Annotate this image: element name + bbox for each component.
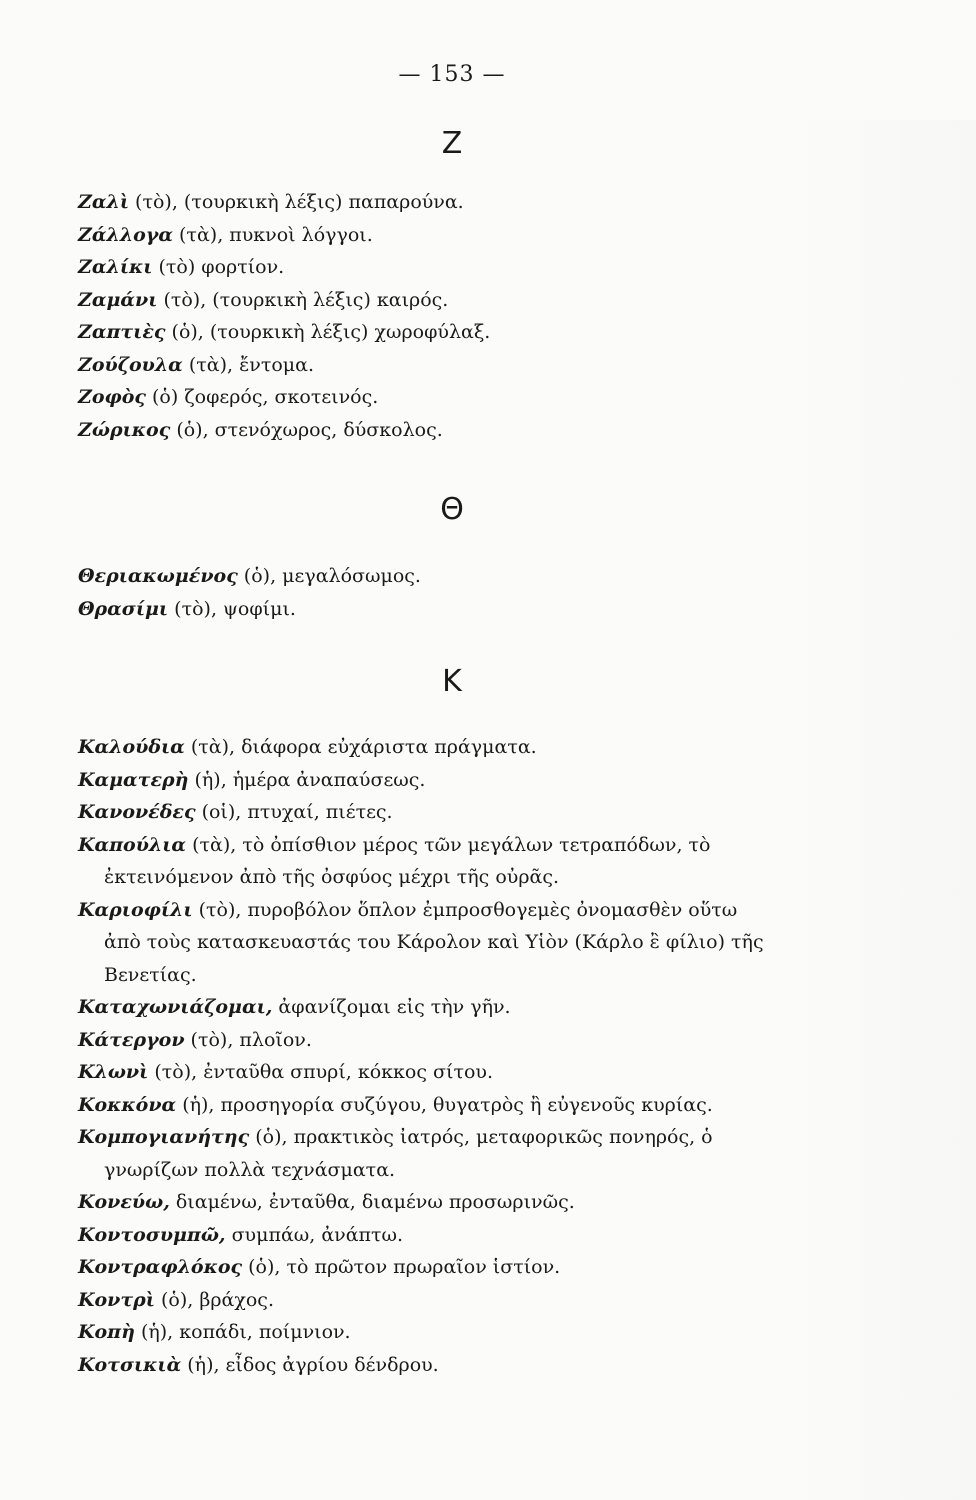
entry-headword: Κάτεργον bbox=[78, 1028, 185, 1051]
dictionary-entry bbox=[78, 1251, 848, 1284]
entry-definition: (τὰ), διάφορα εὐχάριστα πράγματα. bbox=[184, 736, 537, 758]
entry-headword: Ζαλίκι bbox=[78, 256, 153, 278]
entry-headword: Ζώρικος bbox=[78, 418, 171, 441]
dictionary-entry bbox=[78, 796, 848, 829]
dictionary-entry bbox=[78, 991, 848, 1024]
entry-headword: Ζαπτιὲς bbox=[78, 321, 166, 343]
entry-headword: Κοπὴ bbox=[78, 1321, 135, 1343]
entry-definition: (τὸ), (τουρκικὴ λέξις) παπαρούνα. bbox=[129, 191, 464, 213]
entry-definition: διαμένω, ἐνταῦθα, διαμένω προσωρινῶς. bbox=[169, 1191, 575, 1213]
dictionary-entry bbox=[78, 731, 848, 764]
entry-headword: Κοτσικιὰ bbox=[78, 1353, 182, 1376]
dictionary-entry bbox=[78, 1284, 848, 1317]
entry-definition: (ἡ), προσηγορία συζύγου, θυγατρὸς ἢ εὐγενοῦς κυρίας. bbox=[176, 1093, 713, 1116]
entry-definition: (τὸ), πλοῖον. bbox=[184, 1028, 312, 1051]
dictionary-entry bbox=[78, 593, 848, 626]
section-letter-theta: Θ bbox=[440, 492, 464, 527]
entry-continuation: ἐκτεινόμενον ἀπὸ τῆς ὀσφύος μέχρι τῆς οὐρᾶς. bbox=[104, 866, 559, 888]
dictionary-entry bbox=[78, 1121, 848, 1186]
entry-headword: Κοντρὶ bbox=[78, 1288, 155, 1311]
entry-headword: Καπούλια bbox=[78, 833, 187, 856]
entry-definition: ἀφανίζομαι εἰς τὴν γῆν. bbox=[272, 996, 511, 1018]
entry-definition: (τὰ), τὸ ὀπίσθιον μέρος τῶν μεγάλων τετραπόδων, τὸ bbox=[186, 833, 711, 856]
section-letter-kappa: Κ bbox=[442, 664, 462, 699]
entry-headword: Ζοφὸς bbox=[78, 386, 146, 408]
entry-headword: Κοντοσυμπῶ, bbox=[78, 1223, 226, 1246]
dictionary-entry bbox=[78, 829, 848, 894]
entry-continuation: γνωρίζων πολλὰ τεχνάσματα. bbox=[104, 1158, 396, 1181]
entry-continuation: ἀπὸ τοὺς κατασκευαστάς του Κάρολον καὶ Υἱὸν (Κάρλο ἒ φίλιο) τῆς Βενετίας. bbox=[104, 931, 764, 986]
entry-definition: (τὸ), (τουρκικὴ λέξις) καιρός. bbox=[157, 288, 449, 311]
page-number: — 153 — bbox=[398, 62, 506, 87]
entry-definition: (τὸ) φορτίον. bbox=[152, 256, 285, 278]
entry-headword: Ζάλλογα bbox=[78, 223, 173, 246]
entry-headword: Κονεύω, bbox=[78, 1191, 170, 1213]
entry-definition: (τὰ), πυκνοὶ λόγγοι. bbox=[172, 223, 373, 246]
entry-list-z bbox=[78, 186, 848, 446]
entry-headword: Ζαμάνι bbox=[78, 288, 158, 311]
dictionary-entry bbox=[78, 1089, 848, 1122]
dictionary-entry bbox=[78, 764, 848, 797]
entry-headword: Ζούζουλα bbox=[78, 353, 183, 376]
entry-headword: Θεριακωμένος bbox=[78, 565, 238, 587]
entry-headword: Θρασίμι bbox=[78, 597, 169, 620]
entry-definition: (ἡ), κοπάδι, ποίμνιον. bbox=[134, 1321, 351, 1343]
dictionary-entry bbox=[78, 560, 848, 593]
entry-definition: (ὁ), (τουρκικὴ λέξις) χωροφύλαξ. bbox=[165, 321, 491, 343]
entry-list-kappa bbox=[78, 731, 848, 1381]
dictionary-entry bbox=[78, 381, 848, 414]
entry-definition: (τὸ), πυροβόλον ὅπλον ἐμπροσθογεμὲς ὀνομασθὲν οὕτω bbox=[192, 898, 738, 921]
dictionary-entry bbox=[78, 1349, 848, 1382]
dictionary-entry bbox=[78, 414, 848, 447]
entry-definition: (ὁ) ζοφερός, σκοτεινός. bbox=[145, 386, 379, 408]
entry-definition: (ὁ), πρακτικὸς ἰατρός, μεταφορικῶς πονηρός, ὁ bbox=[249, 1126, 713, 1148]
dictionary-entry bbox=[78, 284, 848, 317]
dictionary-entry bbox=[78, 1024, 848, 1057]
entry-headword: Καματερὴ bbox=[78, 768, 189, 791]
entry-headword: Καταχωνιάζομαι, bbox=[78, 996, 273, 1018]
entry-headword: Κομπογιανήτης bbox=[78, 1126, 250, 1148]
entry-definition: (τὰ), ἔντομα. bbox=[182, 353, 314, 376]
entry-definition: (ὁ), βράχος. bbox=[154, 1288, 274, 1311]
entry-list-theta bbox=[78, 560, 848, 625]
entry-headword: Κανονέδες bbox=[78, 801, 196, 823]
entry-definition: (ἡ), ἡμέρα ἀναπαύσεως. bbox=[188, 768, 426, 791]
entry-headword: Καλούδια bbox=[78, 736, 185, 758]
entry-headword: Κλωνὶ bbox=[78, 1061, 149, 1083]
entry-headword: Κοντραφλόκος bbox=[78, 1256, 243, 1278]
entry-headword: Ζαλὶ bbox=[78, 191, 130, 213]
dictionary-entry bbox=[78, 1186, 848, 1219]
entry-definition: (οἱ), πτυχαί, πιέτες. bbox=[195, 801, 393, 823]
dictionary-entry bbox=[78, 349, 848, 382]
dictionary-entry bbox=[78, 894, 848, 992]
entry-definition: (τὸ), ἐνταῦθα σπυρί, κόκκος σίτου. bbox=[148, 1061, 494, 1083]
dictionary-entry bbox=[78, 1316, 848, 1349]
entry-definition: (ὁ), μεγαλόσωμος. bbox=[237, 565, 421, 587]
dictionary-entry bbox=[78, 251, 848, 284]
dictionary-entry bbox=[78, 219, 848, 252]
dictionary-entry bbox=[78, 1219, 848, 1252]
dictionary-entry bbox=[78, 1056, 848, 1089]
entry-definition: (ὁ), στενόχωρος, δύσκολος. bbox=[170, 418, 443, 441]
entry-definition: (ἡ), εἶδος ἀγρίου δένδρου. bbox=[181, 1353, 439, 1376]
section-letter-z: Z bbox=[441, 126, 463, 161]
entry-headword: Κοκκόνα bbox=[78, 1093, 177, 1116]
dictionary-entry bbox=[78, 316, 848, 349]
entry-definition: συμπάω, ἀνάπτω. bbox=[225, 1223, 404, 1246]
entry-definition: (τὸ), ψοφίμι. bbox=[168, 597, 296, 620]
entry-definition: (ὁ), τὸ πρῶτον πρωραῖον ἱστίον. bbox=[242, 1256, 561, 1278]
dictionary-entry bbox=[78, 186, 848, 219]
entry-headword: Καριοφίλι bbox=[78, 898, 193, 921]
